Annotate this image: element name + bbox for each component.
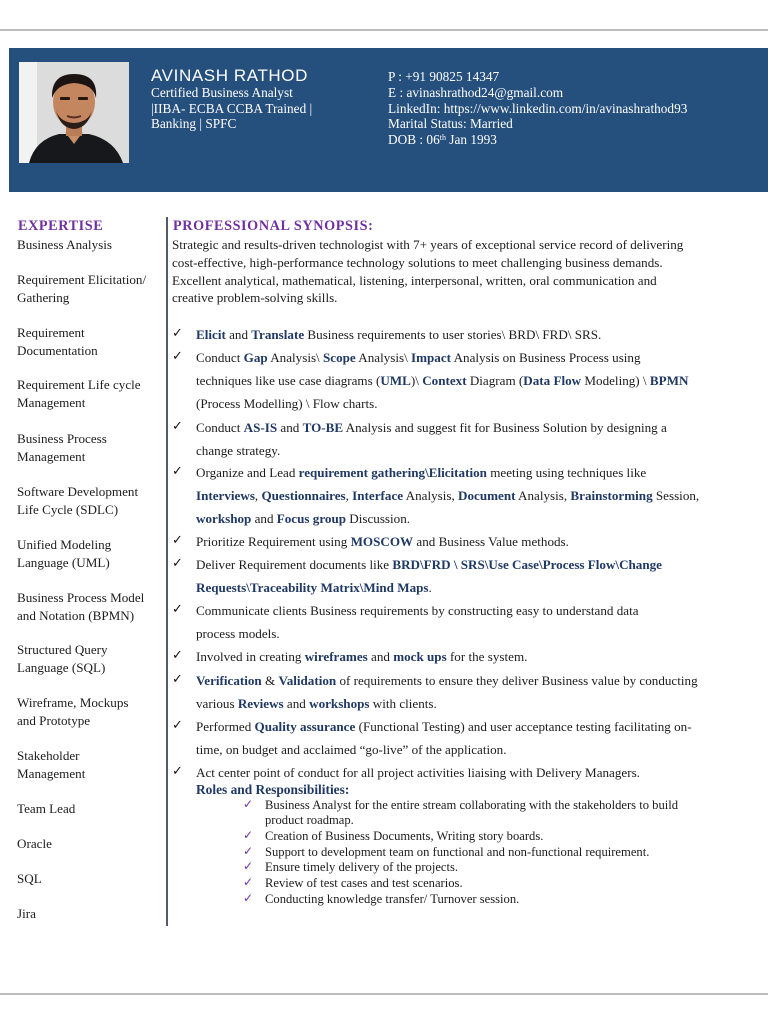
- emphasis-text: mock ups: [393, 649, 447, 664]
- synopsis-line: creative problem-solving skills.: [172, 290, 338, 306]
- expertise-item-line: and Prototype: [17, 712, 91, 728]
- date-of-birth: [388, 132, 764, 148]
- check-mark-icon: ✓: [243, 797, 254, 811]
- role-item-line: product roadmap.: [265, 812, 354, 827]
- check-mark-icon: ✓: [172, 648, 183, 663]
- expertise-item-line: Management: [17, 394, 86, 410]
- expertise-item-line: Requirement: [17, 325, 85, 340]
- expertise-heading: EXPERTISE: [18, 218, 104, 234]
- check-mark-icon: ✓: [172, 326, 183, 341]
- synopsis-bullet-line: [196, 373, 764, 389]
- bullet-text: (Functional Testing) and user acceptance testing facilitating on-: [355, 719, 692, 734]
- synopsis-line: Strategic and results-driven technologist with 7+ years of exceptional service record of delivering: [172, 237, 684, 252]
- bullet-text: Diagram (: [466, 373, 524, 389]
- synopsis-bullet-line: [196, 534, 764, 550]
- synopsis-bullet-line: [196, 511, 764, 527]
- bullet-text: of requirements to ensure they deliver Business value by conducting: [336, 673, 698, 688]
- synopsis-bullet-line: [196, 465, 764, 481]
- expertise-item-line: Business Process Model: [17, 590, 145, 605]
- emphasis-text: Interface: [352, 488, 404, 504]
- expertise-item-line: Management: [17, 448, 86, 464]
- roles-heading: Roles and Responsibilities:: [196, 782, 350, 797]
- expertise-item-line: Management: [17, 765, 86, 781]
- check-mark-icon: ✓: [172, 349, 183, 364]
- bullet-text: Business requirements to user stories\ BRD\ FRD\ SRS.: [304, 327, 602, 342]
- bullet-text: change strategy.: [196, 443, 281, 459]
- bullet-text: ,: [345, 488, 353, 504]
- emphasis-text: wireframes: [304, 649, 368, 664]
- synopsis-bullet-line: [196, 765, 764, 781]
- bullet-text: Analysis,: [403, 488, 459, 504]
- contact-details: [388, 69, 764, 148]
- bottom-rule: [0, 993, 768, 995]
- expertise-item: [17, 376, 165, 411]
- emphasis-text: Scope: [322, 350, 356, 365]
- check-mark-icon: ✓: [243, 859, 254, 873]
- emphasis-text: MOSCOW: [350, 534, 414, 549]
- emphasis-text: Impact: [411, 350, 452, 365]
- check-mark-icon: ✓: [172, 672, 183, 687]
- expertise-item: [17, 835, 165, 853]
- expertise-item-line: Gathering: [17, 289, 70, 305]
- expertise-item-line: Business Process: [17, 431, 107, 446]
- bullet-text: ,: [254, 488, 262, 504]
- check-mark-icon: ✓: [243, 891, 254, 905]
- bullet-text: and: [251, 511, 277, 527]
- check-mark-icon: ✓: [172, 602, 183, 617]
- check-mark-icon: ✓: [172, 419, 183, 434]
- emphasis-text: Interviews: [196, 488, 255, 504]
- bullet-text: Analysis on Business Process using: [451, 350, 641, 365]
- emphasis-text: Gap: [243, 350, 268, 365]
- expertise-item: [17, 483, 165, 518]
- check-mark-icon: ✓: [172, 464, 183, 479]
- expertise-item: [17, 641, 165, 676]
- synopsis-bullet-line: [196, 696, 764, 712]
- bullet-text: for the system.: [446, 649, 528, 664]
- bullet-text: and: [283, 696, 310, 712]
- emphasis-text: Validation: [278, 673, 337, 688]
- synopsis-line: cost-effective, high-performance technology solutions to meet challenging business demands.: [172, 254, 663, 270]
- emphasis-text: AS-IS: [243, 420, 278, 435]
- expertise-item: [17, 694, 165, 729]
- marital-status: Marital Status: Married: [388, 116, 513, 132]
- expertise-item: [17, 430, 165, 465]
- expertise-item-line: Business Analysis: [17, 237, 112, 252]
- emphasis-text: UML: [380, 373, 411, 389]
- column-divider: [166, 217, 168, 926]
- synopsis-bullet-line: [196, 557, 764, 573]
- bullet-text: Deliver Requirement documents like: [196, 557, 393, 572]
- bullet-text: Discussion.: [346, 511, 411, 527]
- synopsis-bullet-line: [196, 396, 764, 412]
- bullet-text: Session,: [652, 488, 700, 504]
- dob-prefix: DOB : 06: [388, 132, 440, 148]
- bullet-text: process models.: [196, 626, 280, 642]
- synopsis-bullet-line: [196, 673, 764, 689]
- expertise-item: [17, 536, 165, 571]
- emphasis-text: Document: [458, 488, 516, 504]
- expertise-item-line: Language (UML): [17, 554, 110, 570]
- bullet-text: and: [225, 327, 252, 342]
- expertise-item-line: Team Lead: [17, 801, 76, 816]
- emphasis-text: Requests\Traceability Matrix\Mind Maps: [196, 580, 429, 596]
- expertise-item-line: Jira: [17, 906, 36, 921]
- check-mark-icon: ✓: [243, 828, 254, 842]
- bullet-text: various: [196, 696, 238, 712]
- check-mark-icon: ✓: [172, 718, 183, 733]
- bullet-text: and: [277, 420, 303, 435]
- emphasis-text: BPMN: [649, 373, 689, 389]
- expertise-item-line: Stakeholder: [17, 748, 80, 763]
- expertise-item: [17, 905, 165, 923]
- dob-suffix: Jan 1993: [445, 132, 497, 148]
- resume-header: [9, 48, 768, 192]
- expertise-item: [17, 236, 165, 254]
- emphasis-text: requirement gathering\Elicitation: [298, 465, 487, 480]
- role-item-line: Support to development team on functional and non-functional requirement.: [265, 845, 650, 859]
- synopsis-bullet-line: [196, 580, 764, 596]
- check-mark-icon: ✓: [172, 764, 183, 779]
- bullet-text: Organize and Lead: [196, 465, 299, 480]
- expertise-item-line: Software Development: [17, 484, 139, 499]
- bullet-text: with clients.: [369, 696, 437, 712]
- emphasis-text: Quality assurance: [254, 719, 356, 734]
- expertise-item: [17, 324, 165, 359]
- synopsis-bullet-line: [196, 420, 764, 436]
- profile-photo: [19, 62, 129, 163]
- bullet-text: Modeling) \: [581, 373, 650, 389]
- bullet-text: Communicate clients Business requirements by constructing easy to understand data: [196, 603, 639, 618]
- bullet-text: Act center point of conduct for all project activities liaising with Delivery Managers.: [196, 765, 640, 780]
- bullet-text: Analysis and suggest fit for Business Solution by designing a: [343, 420, 667, 435]
- synopsis-bullet-line: [196, 649, 764, 665]
- expertise-item-line: SQL: [17, 871, 42, 886]
- emphasis-text: Questionnaires: [261, 488, 346, 504]
- phone-number[interactable]: P : +91 90825 14347: [388, 69, 500, 84]
- bullet-text: Involved in creating: [196, 649, 305, 664]
- emphasis-text: Reviews: [237, 696, 284, 712]
- expertise-item-line: and Notation (BPMN): [17, 607, 135, 623]
- bullet-text: and: [367, 649, 394, 664]
- expertise-item-line: Oracle: [17, 836, 52, 851]
- tagline-line: Banking | SPFC: [151, 116, 237, 131]
- bullet-text: Conduct: [196, 350, 244, 365]
- bullet-text: and Business Value methods.: [413, 534, 569, 549]
- bullet-text: .: [428, 580, 432, 596]
- role-item-line: Ensure timely delivery of the projects.: [265, 860, 459, 874]
- bullet-text: meeting using techniques like: [486, 465, 647, 480]
- expertise-item-line: Life Cycle (SDLC): [17, 501, 119, 517]
- top-rule: [0, 29, 768, 31]
- synopsis-bullet-line: [196, 488, 764, 504]
- bullet-text: Analysis\: [355, 350, 411, 365]
- email-address[interactable]: E : avinashrathod24@gmail.com: [388, 84, 564, 100]
- expertise-item-line: Documentation: [17, 342, 98, 358]
- candidate-name: AVINASH RATHOD: [151, 66, 309, 85]
- emphasis-text: Brainstorming: [570, 488, 653, 504]
- tagline-line: |IIBA- ECBA CCBA Trained |: [151, 100, 313, 116]
- expertise-item-line: Language (SQL): [17, 659, 106, 675]
- synopsis-heading: PROFESSIONAL SYNOPSIS:: [173, 218, 374, 234]
- bullet-text: )\: [410, 373, 423, 389]
- role-item-line: Conducting knowledge transfer/ Turnover session.: [265, 892, 520, 906]
- emphasis-text: BRD\FRD \ SRS\Use Case\Process Flow\Change: [392, 557, 662, 572]
- synopsis-bullet-line: [196, 742, 764, 758]
- role-item-line: Creation of Business Documents, Writing story boards.: [265, 829, 544, 843]
- emphasis-text: workshops: [309, 696, 370, 712]
- synopsis-paragraph: [172, 236, 762, 307]
- synopsis-line: Excellent analytical, mathematical, listening, interpersonal, written, oral communication and: [172, 272, 657, 288]
- synopsis-bullet-line: [196, 719, 764, 735]
- synopsis-bullet-line: [196, 327, 764, 343]
- emphasis-text: workshop: [196, 511, 252, 527]
- expertise-item-line: Structured Query: [17, 642, 108, 657]
- tagline-line: Certified Business Analyst: [151, 85, 293, 100]
- expertise-item-line: Requirement Elicitation/: [17, 272, 147, 287]
- emphasis-text: Verification: [196, 673, 262, 688]
- role-item-line: Review of test cases and test scenarios.: [265, 876, 463, 890]
- expertise-item-line: Requirement Life cycle: [17, 377, 141, 392]
- synopsis-bullet-line: [196, 603, 764, 619]
- candidate-tagline: [151, 85, 351, 132]
- expertise-item-line: Wireframe, Mockups: [17, 695, 129, 710]
- bullet-text: Analysis,: [515, 488, 571, 504]
- bullet-text: Conduct: [196, 420, 244, 435]
- synopsis-bullet-line: [196, 443, 764, 459]
- synopsis-bullet-line: [196, 626, 764, 642]
- dob-ordinal: th: [439, 133, 446, 143]
- emphasis-text: Context: [422, 373, 467, 389]
- role-item-line: Business Analyst for the entire stream collaborating with the stakeholders to build: [265, 798, 679, 812]
- emphasis-text: Elicit: [196, 327, 226, 342]
- synopsis-bullet-line: [196, 350, 764, 366]
- check-mark-icon: ✓: [172, 556, 183, 571]
- bullet-text: techniques like use case diagrams (: [196, 373, 381, 389]
- bullet-text: Prioritize Requirement using: [196, 534, 351, 549]
- bullet-text: (Process Modelling) \ Flow charts.: [196, 396, 378, 412]
- emphasis-text: Focus group: [276, 511, 347, 527]
- emphasis-text: Translate: [251, 327, 305, 342]
- emphasis-text: Data Flow: [523, 373, 582, 389]
- expertise-item: [17, 747, 165, 782]
- bullet-text: &: [261, 673, 279, 688]
- expertise-item: [17, 870, 165, 888]
- linkedin-link[interactable]: LinkedIn: https://www.linkedin.com/in/avinashrathod93: [388, 100, 688, 116]
- bullet-text: Analysis\: [267, 350, 323, 365]
- expertise-item: [17, 589, 165, 624]
- bullet-text: Performed: [196, 719, 255, 734]
- emphasis-text: TO-BE: [302, 420, 344, 435]
- check-mark-icon: ✓: [243, 844, 254, 858]
- bullet-text: time, on budget and acclaimed “go-live” of the application.: [196, 742, 507, 758]
- expertise-item-line: Unified Modeling: [17, 537, 112, 552]
- expertise-item: [17, 800, 165, 818]
- check-mark-icon: ✓: [243, 875, 254, 889]
- check-mark-icon: ✓: [172, 533, 183, 548]
- expertise-item: [17, 271, 165, 306]
